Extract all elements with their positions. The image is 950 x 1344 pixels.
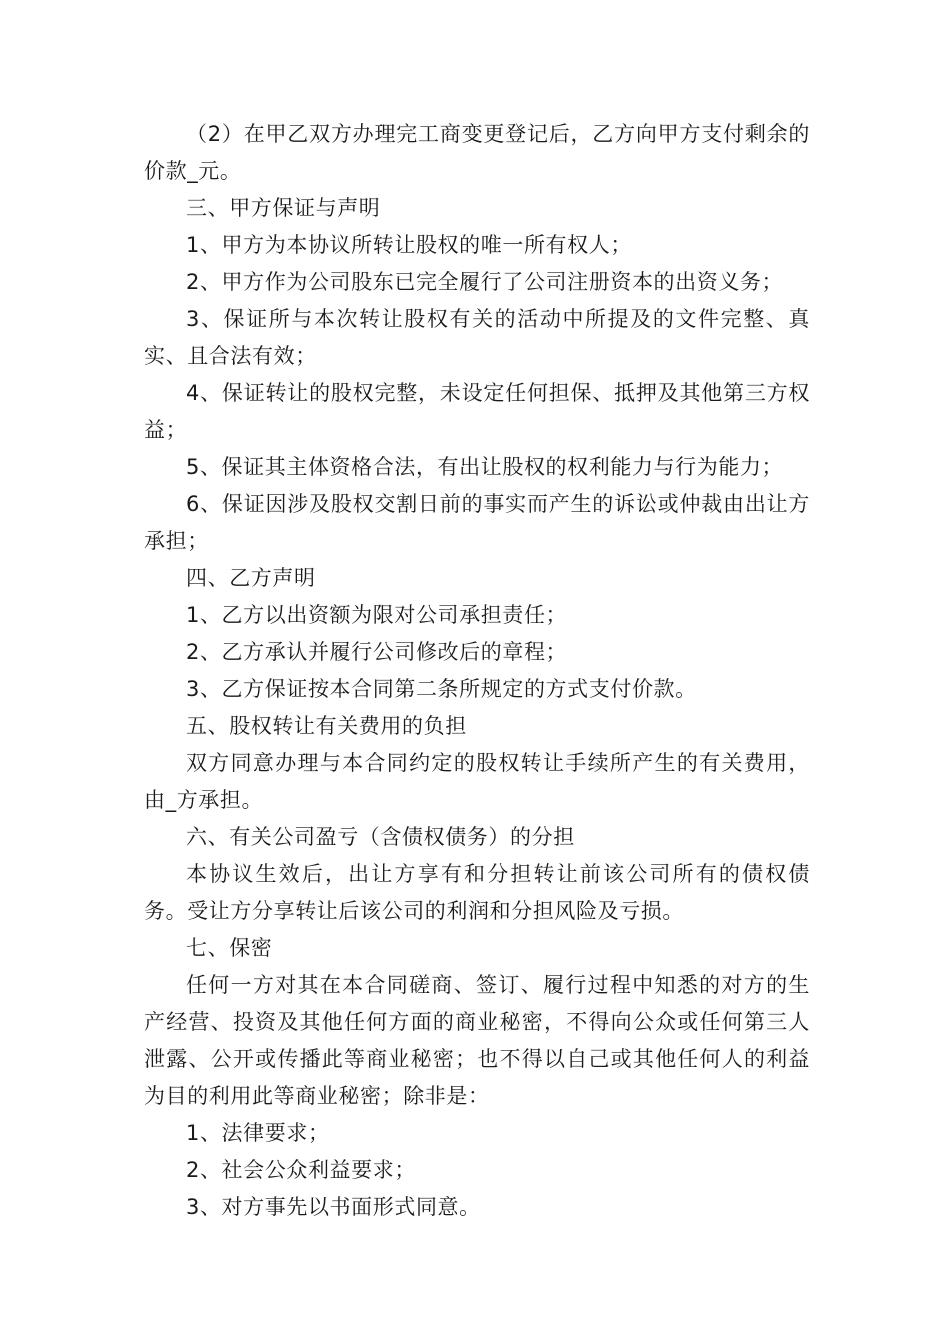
heading-profit-loss: 六、有关公司盈亏（含债权债务）的分担 bbox=[186, 825, 575, 849]
heading-confidentiality: 七、保密 bbox=[186, 936, 273, 960]
paragraph-transfer-costs: 双方同意办理与本合同约定的股权转让手续所产生的有关费用，由_方承担。 bbox=[144, 751, 810, 812]
clause-a-1: 1、甲方为本协议所转让股权的唯一所有权人； bbox=[186, 233, 632, 257]
exception-3: 3、对方事先以书面形式同意。 bbox=[186, 1195, 481, 1219]
clause-a-2: 2、甲方作为公司股东已完全履行了公司注册资本的出资义务； bbox=[186, 270, 784, 294]
clause-a-6: 6、保证因涉及股权交割日前的事实而产生的诉讼或仲裁由出让方承担； bbox=[144, 492, 810, 553]
heading-party-a-guarantees: 三、甲方保证与声明 bbox=[186, 196, 381, 220]
exception-2: 2、社会公众利益要求； bbox=[186, 1158, 416, 1182]
clause-b-3: 3、乙方保证按本合同第二条所规定的方式支付价款。 bbox=[186, 677, 697, 701]
clause-a-3: 3、保证所与本次转让股权有关的活动中所提及的文件完整、真实、且合法有效； bbox=[144, 307, 810, 368]
clause-a-4: 4、保证转让的股权完整，未设定任何担保、抵押及其他第三方权益； bbox=[144, 381, 810, 442]
exception-1: 1、法律要求； bbox=[186, 1121, 330, 1145]
paragraph-profit-loss: 本协议生效后，出让方享有和分担转让前该公司所有的债权债务。受让方分享转让后该公司的利润和分担风险及亏损。 bbox=[144, 862, 810, 923]
clause-b-1: 1、乙方以出资额为限对公司承担责任； bbox=[186, 603, 568, 627]
clause-a-5: 5、保证其主体资格合法，有出让股权的权利能力与行为能力； bbox=[186, 455, 784, 479]
heading-party-b-statement: 四、乙方声明 bbox=[186, 566, 316, 590]
clause-b-2: 2、乙方承认并履行公司修改后的章程； bbox=[186, 640, 568, 664]
heading-transfer-costs: 五、股权转让有关费用的负担 bbox=[186, 714, 467, 738]
document-body bbox=[144, 116, 810, 1226]
paragraph-remaining-payment: （2）在甲乙双方办理完工商变更登记后，乙方向甲方支付剩余的价款_元。 bbox=[144, 122, 810, 183]
paragraph-confidentiality: 任何一方对其在本合同磋商、签订、履行过程中知悉的对方的生产经营、投资及其他任何方面的商业秘密，不得向公众或任何第三人泄露、公开或传播此等商业秘密；也不得以自己或其他任何人的利益为目的利用此等商业秘密；除非是： bbox=[144, 973, 810, 1108]
